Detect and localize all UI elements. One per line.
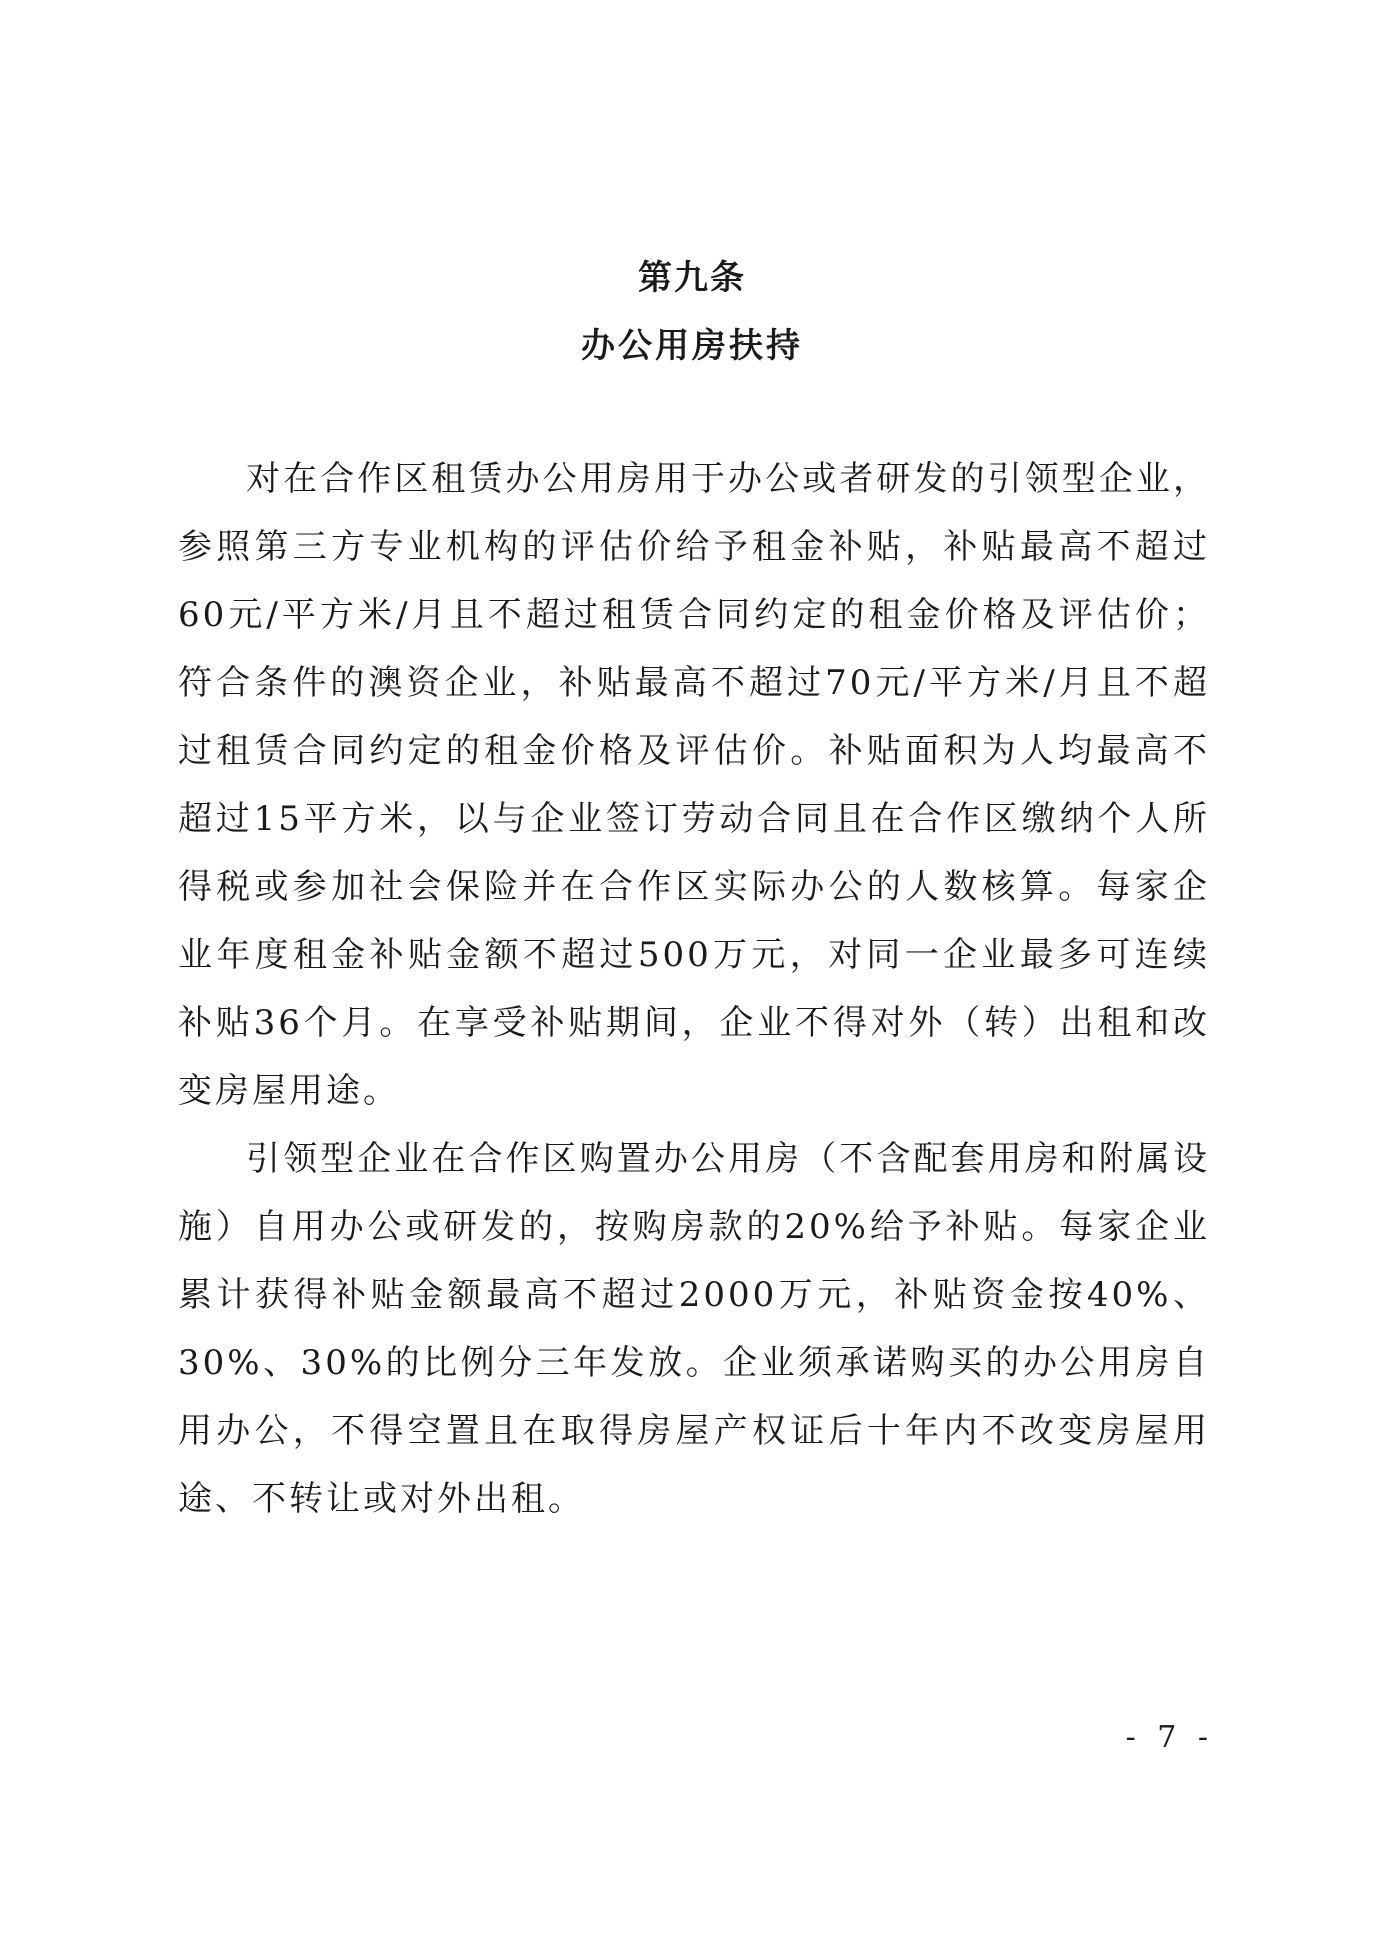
page-number: - 7 -: [1125, 1720, 1214, 1755]
body-text: [178, 445, 1210, 1533]
article-title: 办公用房扶持: [581, 326, 803, 366]
paragraph-purchase-subsidy: 引领型企业在合作区购置办公用房（不含配套用房和附属设施）自用办公或研发的，按购房款的20%给予补贴。每家企业累计获得补贴金额最高不超过2000万元，补贴资金按40%、30%、30%的比例分三年发放。企业须承诺购买的办公用房自用办公，不得空置且在取得房屋产权证后十年内不改变房屋用途、不转让或对外出租。: [178, 1139, 1210, 1519]
article-number: 第九条: [638, 258, 746, 298]
paragraph-rent-subsidy: 对在合作区租赁办公用房用于办公或者研发的引领型企业，参照第三方专业机构的评估价给予租金补贴，补贴最高不超过60元/平方米/月且不超过租赁合同约定的租金价格及评估价；符合条件的澳资企业，补贴最高不超过70元/平方米/月且不超过租赁合同约定的租金价格及评估价。补贴面积为人均最高不超过15平方米，以与企业签订劳动合同且在合作区缴纳个人所得税或参加社会保险并在合作区实际办公的人数核算。每家企业年度租金补贴金额不超过500万元，对同一企业最多可连续补贴36个月。在享受补贴期间，企业不得对外（转）出租和改变房屋用途。: [178, 459, 1210, 1111]
